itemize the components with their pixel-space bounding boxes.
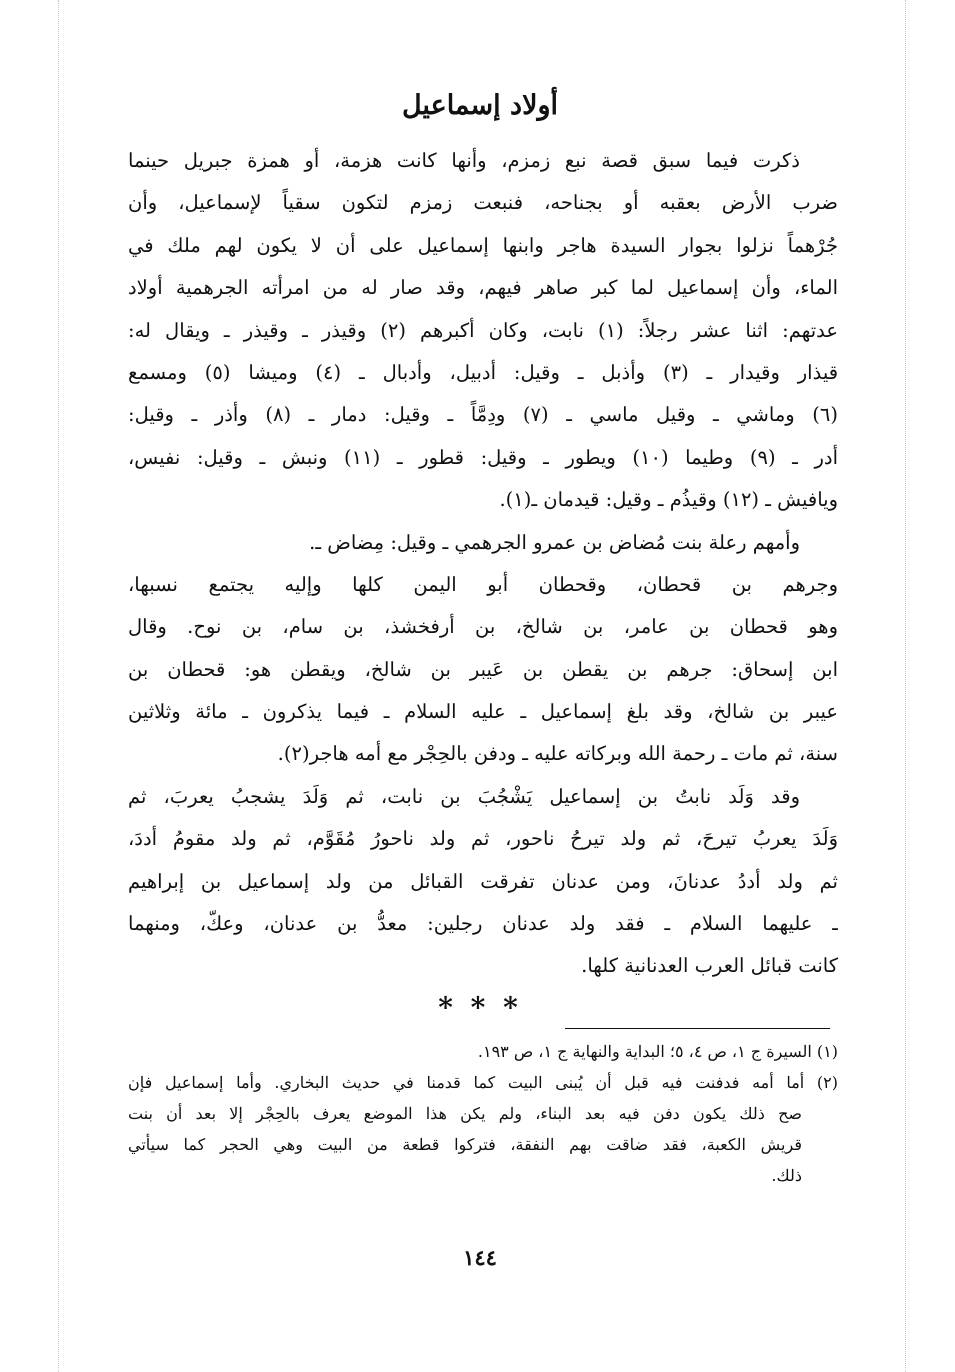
page-number: ١٤٤ xyxy=(463,1245,497,1270)
body-line: قيذار وقيدار ـ (٣) وأذبل ـ وقيل: أدبيل، وأدبال ـ (٤) وميشا (٥) ومسمع xyxy=(128,360,838,384)
margin-guide-right xyxy=(905,0,906,1372)
body-line: الماء، وأن إسماعيل لما كبر صاهر فيهم، وقد صار له من امرأته الجرهمية أولاد xyxy=(128,276,838,300)
footnote-line: قريش الكعبة، فقد ضاقت بهم النفقة، فتركوا قطعة من البيت وهي الحجر كما سيأتي xyxy=(128,1135,802,1154)
body-line: ـ عليهما السلام ـ فقد ولد عدنان رجلين: معدُّ بن عدنان، وعكّ، ومنهما xyxy=(128,912,838,936)
body-line: وجرهم بن قحطان، وقحطان أبو اليمن كلها وإليه يجتمع نسبها، xyxy=(128,572,838,596)
footnote-line: ذلك. xyxy=(771,1166,802,1185)
body-line: أدر ـ (٩) وطيما (١٠) ويطور ـ وقيل: قطور ـ (١١) ونبش ـ وقيل: نفيس، xyxy=(128,445,838,469)
footnote-rule xyxy=(565,1028,830,1029)
margin-guide-left xyxy=(58,0,59,1372)
body-line: وهو قحطان بن عامر، بن شالخ، بن أرفخشذ، بن سام، بن نوح. وقال xyxy=(128,615,838,639)
body-text xyxy=(128,140,838,988)
footnote-line: (٢) أما أمه فدفنت فيه قبل أن يُبنى البيت كما قدمنا في حديث البخاري. وأما إسماعيل فإن xyxy=(128,1073,838,1092)
body-line: ضرب الأرض بعقبه أو بجناحه، فنبعت زمزم لتكون سقياً لإسماعيل، وأن xyxy=(128,191,838,215)
body-line: ذكرت فيما سبق قصة نبع زمزم، وأنها كانت هزمة، أو همزة جبريل حينما xyxy=(128,149,800,172)
footnote-line: صح ذلك يكون دفن فيه بعد البناء، ولم يكن هذا الموضع يعرف بالحِجْر إلا بعد أن بنت xyxy=(128,1104,802,1123)
body-line: عدتهم: اثنا عشر رجلاً: (١) نابت، وكان أكبرهم (٢) وقيذر ـ وقيذر ـ ويقال له: xyxy=(128,318,838,342)
body-line: كانت قبائل العرب العدنانية كلها. xyxy=(581,954,838,978)
footnotes xyxy=(128,1036,838,1191)
body-line: وقد وَلَد نابتُ بن إسماعيل يَشْجُبَ بن نابت، ثم وَلَدَ يشجبُ يعربَ، ثم xyxy=(128,784,800,808)
body-line: (٦) وماشي ـ وقيل ماسي ـ (٧) ودِمَّاً ـ وقيل: دمار ـ (٨) وأذر ـ وقيل: xyxy=(128,403,838,427)
body-line: جُرْهماً نزلوا بجوار السيدة هاجر وابنها إسماعيل على أن لا يكون لهم ملك في xyxy=(128,233,838,257)
body-line: وأمهم رعلة بنت مُضاض بن عمرو الجرهمي ـ وقيل: مِضاض ـ. xyxy=(309,530,800,554)
body-line: عيبر بن شالخ، وقد بلغ إسماعيل ـ عليه السلام ـ فيما يذكرون ـ مائة وثلاثين xyxy=(128,700,838,724)
section-separator: * * * xyxy=(438,991,522,1024)
body-line: وَلَدَ يعربُ تيرحَ، ثم ولد تيرحُ ناحور، ثم ولد ناحورُ مُقَوَّم، ثم ولد مقومُ أددَ، xyxy=(128,827,838,851)
body-line: ابن إسحاق: جرهم بن يقطن بن عَيبر بن شالخ، ويقطن هو: قحطان بن xyxy=(128,657,838,681)
body-line: سنة، ثم مات ـ رحمة الله وبركاته عليه ـ ودفن بالحِجْر مع أمه هاجر(٢). xyxy=(277,742,838,766)
footnote-line: (١) السيرة ج ١، ص ٤، ٥؛ البداية والنهاية ج ١، ص ١٩٣. xyxy=(477,1042,838,1061)
body-line: ثم ولد أددُ عدنانَ، ومن عدنان تفرقت القبائل من ولد إسماعيل بن إبراهيم xyxy=(128,869,838,893)
chapter-title: أولاد إسماعيل xyxy=(401,90,559,121)
body-line: ويافيش ـ (١٢) وقيذُم ـ وقيل: قيدمان ـ(١). xyxy=(499,488,838,512)
